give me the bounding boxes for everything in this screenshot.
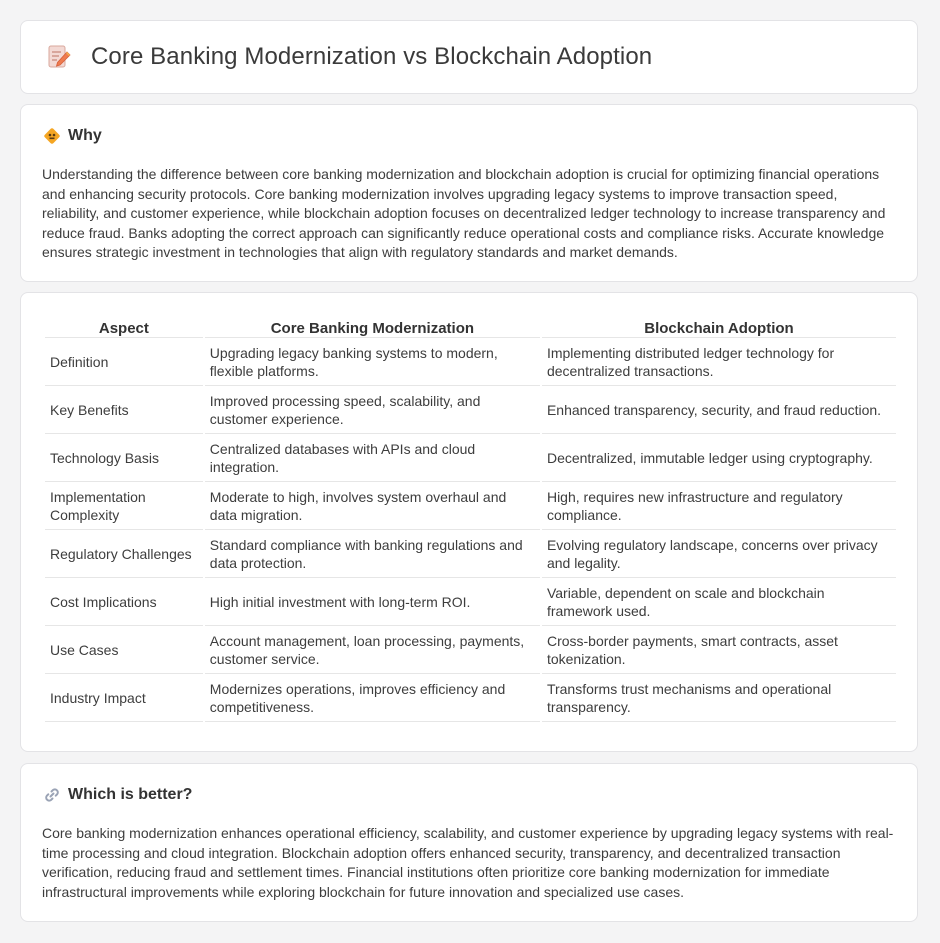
title-card: [20, 20, 918, 94]
row-aspect: Use Cases: [45, 626, 203, 674]
better-heading-row: [43, 786, 192, 804]
why-heading-row: [43, 127, 102, 145]
better-paragraph: Core banking modernization enhances operational efficiency, scalability, and customer experience by upgrading legacy systems with real-time processing and cloud integration. Blockchain adoption offers enhanced security, transparency, and decentralized transaction verification, reducing fraud and settlement times. Financial institutions often prioritize core banking modernization for immediate infrastructural improvements while exploring blockchain for future innovation and specialized use cases.: [42, 825, 894, 900]
table-row: [45, 626, 896, 674]
row-core-banking: Centralized databases with APIs and cloud integration.: [205, 434, 540, 482]
header-aspect: Aspect: [45, 315, 203, 338]
row-blockchain: Variable, dependent on scale and blockchain framework used.: [542, 578, 896, 626]
better-heading: Which is better?: [68, 786, 193, 803]
why-paragraph: Understanding the difference between core banking modernization and blockchain adoption is crucial for optimizing financial operations and enhancing security protocols. Core banking modernization involves upgrading legacy systems to improve transaction speed, reliability, and customer experience, while blockchain adoption focuses on decentralized ledger technology to increase transparency and reduce fraud. Banks adopting the correct approach can significantly reduce operational costs and compliance risks. Accurate knowledge ensures strategic investment in technologies that align with regulatory standards and market demands.: [42, 166, 886, 261]
why-card: [20, 104, 918, 282]
row-aspect: Cost Implications: [45, 578, 203, 626]
table-row: [45, 674, 896, 722]
row-core-banking: Improved processing speed, scalability, and customer experience.: [205, 386, 540, 434]
which-better-card: [20, 763, 918, 922]
row-core-banking: Account management, loan processing, payments, customer service.: [205, 626, 540, 674]
row-blockchain: Transforms trust mechanisms and operational transparency.: [542, 674, 896, 722]
row-aspect: Technology Basis: [45, 434, 203, 482]
row-aspect: Industry Impact: [45, 674, 203, 722]
table-row: [45, 386, 896, 434]
diamond-warning-icon: [43, 127, 61, 145]
row-blockchain: Cross-border payments, smart contracts, asset tokenization.: [542, 626, 896, 674]
document-pencil-icon: [47, 43, 71, 71]
table-row: [45, 578, 896, 626]
link-icon: [43, 786, 61, 804]
comparison-card: [20, 292, 918, 752]
row-aspect: Regulatory Challenges: [45, 530, 203, 578]
why-heading: Why: [68, 127, 102, 144]
title-row: [47, 43, 652, 71]
row-blockchain: Enhanced transparency, security, and fraud reduction.: [542, 386, 896, 434]
row-aspect: Implementation Complexity: [45, 482, 203, 530]
table-row: [45, 530, 896, 578]
table-row: [45, 338, 896, 386]
row-blockchain: High, requires new infrastructure and regulatory compliance.: [542, 482, 896, 530]
row-core-banking: High initial investment with long-term ROI.: [205, 578, 540, 626]
row-core-banking: Upgrading legacy banking systems to modern, flexible platforms.: [205, 338, 540, 386]
table-row: [45, 482, 896, 530]
row-aspect: Definition: [45, 338, 203, 386]
row-core-banking: Standard compliance with banking regulations and data protection.: [205, 530, 540, 578]
table-header-row: [45, 315, 896, 338]
row-core-banking: Moderate to high, involves system overhaul and data migration.: [205, 482, 540, 530]
row-blockchain: Implementing distributed ledger technology for decentralized transactions.: [542, 338, 896, 386]
page-title: Core Banking Modernization vs Blockchain Adoption: [91, 43, 653, 70]
row-core-banking: Modernizes operations, improves efficiency and competitiveness.: [205, 674, 540, 722]
header-core-banking: Core Banking Modernization: [205, 315, 540, 338]
row-blockchain: Evolving regulatory landscape, concerns over privacy and legality.: [542, 530, 896, 578]
table-row: [45, 434, 896, 482]
header-blockchain: Blockchain Adoption: [542, 315, 896, 338]
row-aspect: Key Benefits: [45, 386, 203, 434]
comparison-table: [43, 315, 898, 722]
row-blockchain: Decentralized, immutable ledger using cryptography.: [542, 434, 896, 482]
